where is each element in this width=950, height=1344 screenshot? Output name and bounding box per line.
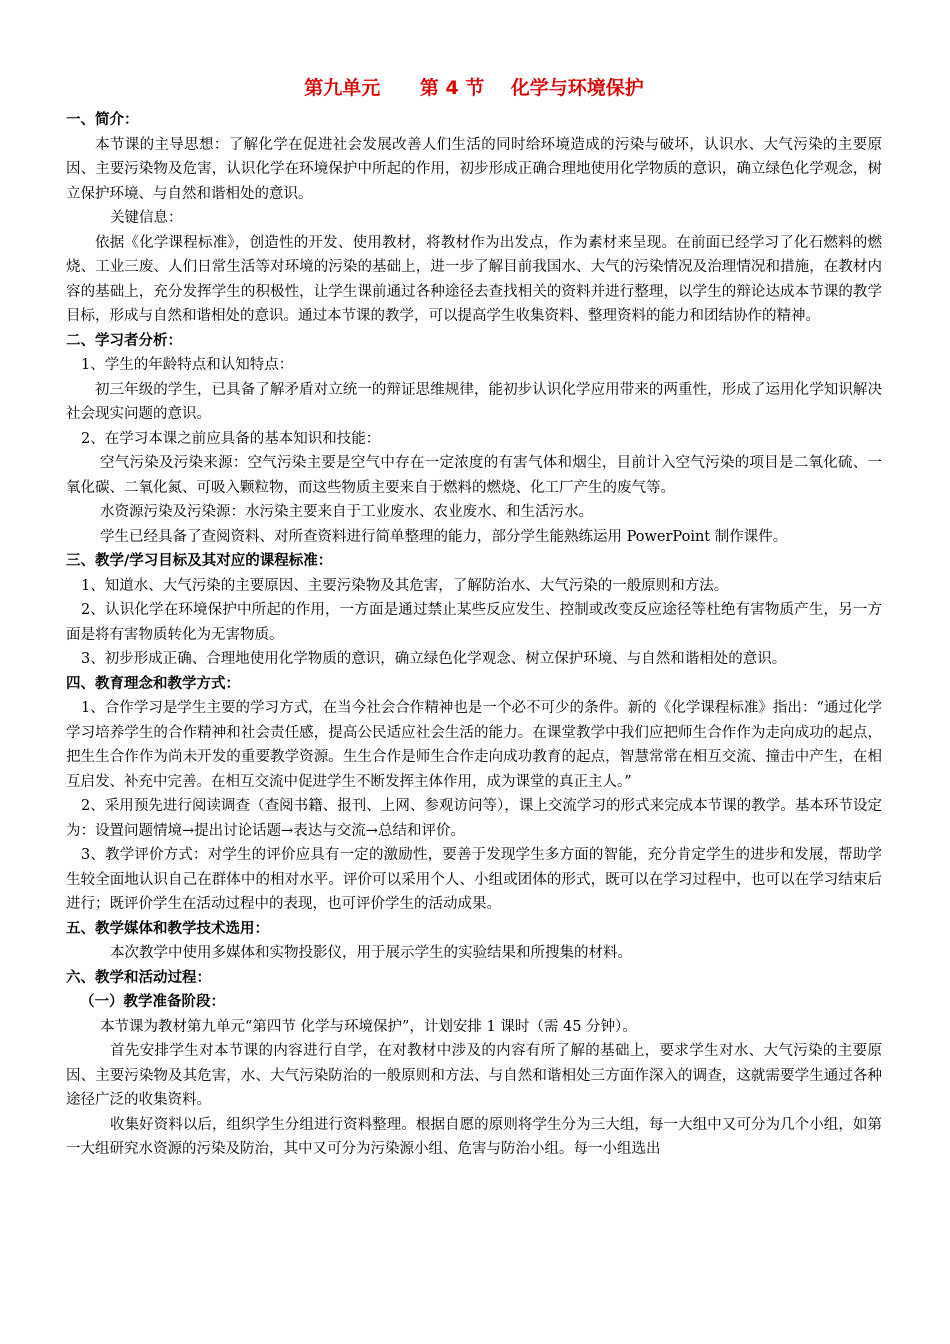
paragraph: 本节课的主导思想：了解化学在促进社会发展改善人们生活的同时给环境造成的污染与破坏，认识水、大气污染的主要原因、主要污染物及危害，认识化学在环境保护中所起的作用，初步形成正确合理地使用化学物质的意识，确立绿色化学观念，树立保护环境、与自然和谐相处的意识。 — [66, 136, 882, 202]
paragraph: 2、认识化学在环境保护中所起的作用，一方面是通过禁止某些反应发生、控制或改变反应途径等杜绝有害物质产生，另一方面是将有害物质转化为无害物质。 — [66, 602, 882, 643]
paragraph: 1、知道水、大气污染的主要原因、主要污染物及其危害，了解防治水、大气污染的一般原则和方法。 — [81, 577, 729, 594]
paragraph: 水资源污染及污染源：水污染主要来自于工业废水、农业废水、和生活污水。 — [100, 504, 593, 520]
paragraph: 2、在学习本课之前应具备的基本知识和技能： — [81, 430, 381, 447]
paragraph: 3、初步形成正确、合理地使用化学物质的意识，确立绿色化学观念、树立保护环境、与自然和谐相处的意识。 — [81, 651, 787, 667]
section-heading-process: 六、教学和活动过程： — [66, 969, 211, 986]
paragraph: 1、学生的年龄特点和认知特点： — [81, 357, 294, 373]
paragraph: 首先安排学生对本节课的内容进行自学，在对教材中涉及的内容有所了解的基础上，要求学生对水、大气污染的主要原因、主要污染物及其危害，水、大气污染防治的一般原则和方法、与自然和谐相处三方面作深入的调查，这就需要学生通过各种途径广泛的收集资料。 — [66, 1043, 882, 1108]
paragraph: 初三年级的学生，已具备了解矛盾对立统一的辩证思维规律，能初步认识化学应用带来的两重性，形成了运用化学知识解决社会现实问题的意识。 — [66, 381, 882, 422]
section-heading-media: 五、教学媒体和教学技术选用： — [66, 920, 269, 937]
paragraph: 依据《化学课程标准》，创造性的开发、使用教材，将教材作为出发点，作为素材来呈现。在前面已经学习了化石燃料的燃烧、工业三废、人们日常生活等对环境的污染的基础上，进一步了解目前我国水、大气的污染情况及治理情况和措施，在教材内容的基础上，充分发挥学生的积极性，让学生课前通过各种途径去查找相关的资料并进行整理，以学生的辩论达成本节课的教学目标，形成与自然和谐相处的意识。通过本节课的教学，可以提高学生收集资料、整理资料的能力和团结协作的精神。 — [66, 234, 882, 324]
document-page — [66, 72, 882, 1162]
section-heading-objectives: 三、教学/学习目标及其对应的课程标准： — [66, 553, 333, 569]
paragraph: 关键信息： — [110, 210, 183, 226]
section-heading-learner-analysis: 二、学习者分析： — [66, 332, 182, 349]
paragraph: 本节课为教材第九单元“第四节 化学与环境保护”，计划安排 1 课时（需 45 分钟）。 — [100, 1018, 637, 1035]
paragraph: 收集好资料以后，组织学生分组进行资料整理。根据自愿的原则将学生分为三大组，每一大组中又可分为几个小组，如第一大组研究水资源的污染及防治，其中又可分为污染源小组、危害与防治小组。每一小组选出 — [66, 1116, 882, 1157]
paragraph: 2、采用预先进行阅读调查（查阅书籍、报刊、上网、参观访问等），课上交流学习的形式来完成本节课的教学。基本环节设定为：设置问题情境→提出讨论话题→表达与交流→总结和评价。 — [66, 798, 882, 839]
section-heading-intro: 一、简介： — [66, 112, 139, 128]
subsection-heading-preparation: （一）教学准备阶段： — [80, 994, 225, 1010]
page-title: 第九单元 第 4 节 化学与环境保护 — [304, 77, 644, 99]
paragraph: 1、合作学习是学生主要的学习方式，在当今社会合作精神也是一个必不可少的条件。新的《化学课程标准》指出：“通过化学学习培养学生的合作精神和社会责任感，提高公民适应社会生活的能力。在课堂教学中我们应把师生合作作为走向成功的起点，把生生合作作为尚未开发的重要教学资源。生生合作是师生合作走向成功教育的起点，智慧常常在相互交流、撞击中产生，在相互启发、补充中完善。在相互交流中促进学生不断发挥主体作用，成为课堂的真正主人。” — [66, 700, 882, 790]
section-heading-teaching-philosophy: 四、教育理念和教学方式： — [66, 675, 240, 692]
paragraph: 本次教学中使用多媒体和实物投影仪，用于展示学生的实验结果和所搜集的材料。 — [110, 945, 632, 961]
paragraph: 学生已经具备了查阅资料、对所查资料进行简单整理的能力，部分学生能熟练运用 PowerPoint 制作课件。 — [100, 528, 788, 545]
paragraph: 3、教学评价方式：对学生的评价应具有一定的激励性，要善于发现学生多方面的智能，充分肯定学生的进步和发展，帮助学生较全面地认识自己在群体中的相对水平。评价可以采用个人、小组或团体的形式，既可以在学习过程中，也可以在学习结束后进行；既评价学生在活动过程中的表现，也可评价学生的活动成果。 — [66, 847, 882, 912]
paragraph: 空气污染及污染来源：空气污染主要是空气中存在一定浓度的有害气体和烟尘，目前计入空气污染的项目是二氧化硫、一氧化碳、二氧化氮、可吸入颗粒物，而这些物质主要来自于燃料的燃烧、化工厂产生的废气等。 — [66, 455, 882, 496]
